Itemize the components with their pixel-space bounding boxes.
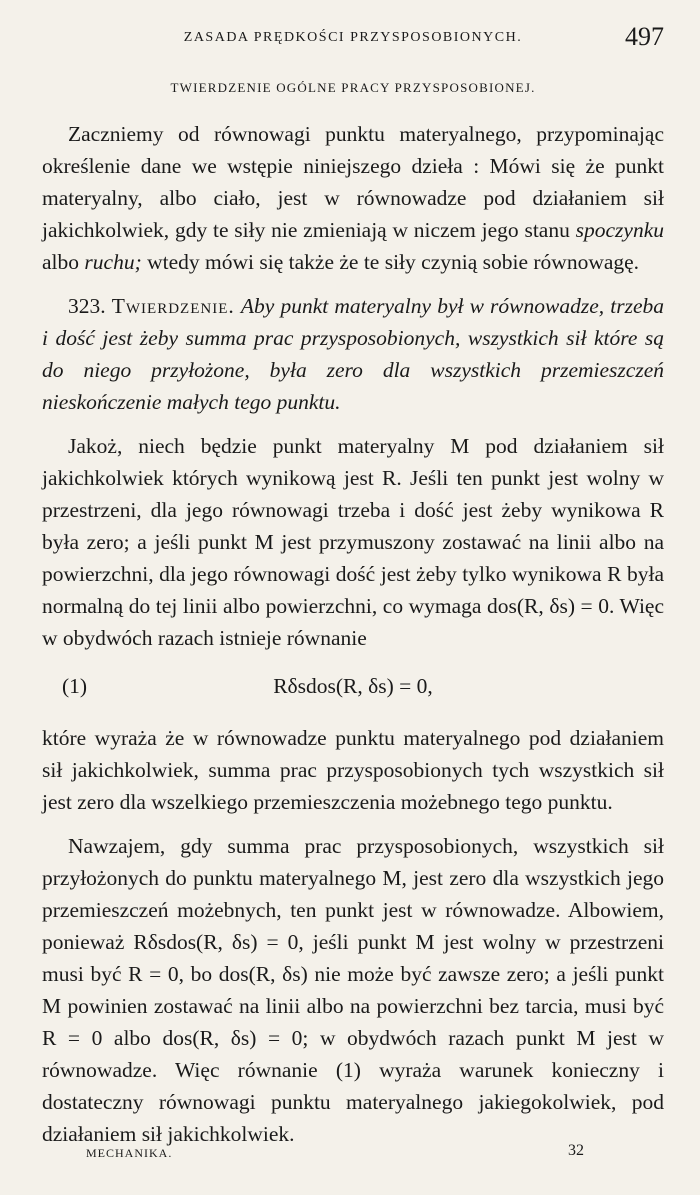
- intro-text-2: albo: [42, 250, 85, 274]
- page-footer: [42, 1142, 664, 1168]
- page-number: 497: [625, 22, 664, 51]
- intro-italic-1: spoczynku: [575, 218, 664, 242]
- proof-paragraph-2: które wyraża że w równowadze punktu materyalnego pod działaniem sił jakichkolwiek, summa prac przysposobionych tych wszystkich sił jest zero dla wszelkiego przemieszczenia możebnego tego punktu.: [42, 726, 664, 814]
- running-head: [42, 22, 664, 54]
- theorem-label: Twierdzenie.: [111, 294, 235, 318]
- intro-text-3: wtedy mówi się także że te siły czynią sobie równowagę.: [141, 250, 640, 274]
- proof-paragraph-3: Nawzajem, gdy summa prac przysposobionych, wszystkich sił przyłożonych do punktu materyalnego M, jest zero dla wszystkich jego przemieszczeń możebnych, ten punkt jest w równowadze. Albowiem, ponieważ Rδsdos(R, δs) = 0, jeśli punkt M jest wolny w przestrzeni musi być R = 0, bo dos(R, δs) nie może być zawsze zero; a jeśli punkt M powinien zostawać na linii albo na powierzchni bez tarcia, musi być R = 0 albo dos(R, δs) = 0; w obydwóch razach punkt M jest w równowadze. Więc równanie (1) wyraża warunek konieczny i dostateczny równowagi punktu materyalnego jakiegokolwiek, pod działaniem sił jakichkolwiek.: [42, 834, 664, 1146]
- equation-1: [42, 668, 664, 712]
- footer-signature: MECHANIKA.: [86, 1146, 173, 1160]
- equation-formula: Rδsdos(R, δs) = 0,: [273, 674, 433, 698]
- section-title: TWIERDZENIE OGÓLNE PRACY PRZYSPOSOBIONEJ.: [170, 80, 536, 95]
- intro-italic-2: ruchu;: [84, 250, 142, 274]
- footer-sheet-number: 32: [568, 1142, 584, 1159]
- running-title: ZASADA PRĘDKOŚCI PRZYSPOSOBIONYCH.: [183, 30, 523, 45]
- theorem-statement: Aby punkt materyalny był w równowadze, trzeba i dość jest żeby summa prac przysposobionych, wszystkich sił które są do niego przyłożone, była zero dla wszystkich przemieszczeń nieskończenie małych tego punktu.: [42, 294, 665, 414]
- intro-paragraph: [42, 118, 664, 278]
- theorem-number: 323.: [68, 294, 106, 318]
- intro-text-1: Zaczniemy od równowagi punktu materyalnego, przypominając określenie dane we wstępie niniejszego dzieła : Mówi się że punkt materyalny, albo ciało, jest w równowadze pod działaniem sił jakichkolwiek, gdy te siły nie zmieniają w niczem jego stanu: [42, 122, 664, 242]
- theorem-paragraph: [42, 290, 664, 418]
- equation-number: (1): [62, 674, 88, 698]
- proof-paragraph-1: Jakoż, niech będzie punkt materyalny M pod działaniem sił jakichkolwiek których wynikową jest R. Jeśli ten punkt jest wolny w przestrzeni, dla jego równowagi trzeba i dość jest żeby wynikowa R była zero; a jeśli punkt M jest przymuszony zostawać na linii albo na powierzchni, dla jego równowagi dość jest żeby tylko wynikowa R była normalną do tej linii albo powierzchni, co wymaga dos(R, δs) = 0. Więc w obydwóch razach istnieje równanie: [42, 434, 664, 650]
